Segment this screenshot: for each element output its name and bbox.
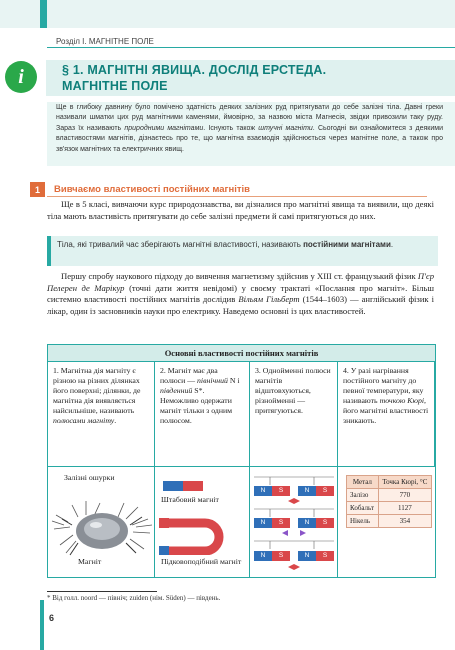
property-1-end: . xyxy=(114,416,117,425)
metal-name: Нікель xyxy=(347,515,379,528)
table-row xyxy=(347,476,432,489)
pole-interaction-illustration xyxy=(250,467,338,577)
property-4-text: 4. У разі нагрівання постійного магніту до певної температури, яку називають xyxy=(343,366,424,405)
bar-north-pole xyxy=(163,481,183,491)
pole-s: S xyxy=(272,486,290,496)
scientist-name-1: П'єр Пелерен де Марікур xyxy=(47,271,434,293)
pole-n: N xyxy=(254,551,272,561)
bar-magnet xyxy=(163,481,203,491)
section-divider xyxy=(47,47,455,48)
metal-name: Кобальт xyxy=(347,502,379,515)
pair1-magnet-left xyxy=(254,486,290,496)
section-heading: Вивчаємо властивості постійних магнітів xyxy=(54,184,250,195)
info-icon: i xyxy=(5,61,37,93)
section-number-badge: 1 xyxy=(30,182,45,197)
property-cell-1 xyxy=(48,362,155,466)
filings-caption: Залізні ошурки xyxy=(64,473,115,482)
table-row xyxy=(347,515,432,528)
footnote-divider xyxy=(47,591,157,592)
magnet-caption: Магніт xyxy=(78,557,102,566)
curie-point-table xyxy=(346,475,432,528)
curie-header-metal: Метал xyxy=(347,476,379,489)
intro-term-artificial: штучні магніти xyxy=(258,124,313,132)
property-2-text: 2. Магніт має два полюси — xyxy=(160,366,218,385)
property-1-text: 1. Магнітна дія магніту є різною на різних ділянках його поверхні; ділянки, де магнітна дія виявляється найсильніше, називають xyxy=(53,366,141,415)
paragraph-1: Ще в 5 класі, вивчаючи курс природознавства, ви дізналися про магнітні явища та виявили, що деякі тіла мають властивість притягувати до себе залізні предмети й самі притягуються до них. xyxy=(47,199,434,221)
property-3-text: 3. Однойменні полюси магнітів відштовхуються, різнойменні — притягуються. xyxy=(255,366,331,415)
horseshoe-caption: Підковоподібний магніт xyxy=(161,557,247,566)
para2-part-b: (точні дати життя невідомі) у своєму трактаті «Послання про магніт». Більш системно властивості постійних магнітів дослідив xyxy=(47,282,434,305)
curie-table-cell xyxy=(338,467,435,577)
pair2-magnet-right xyxy=(298,518,334,528)
property-2-mid: N і xyxy=(227,376,240,385)
intro-term-natural: природними магнітами xyxy=(124,124,204,132)
pair1-magnet-right xyxy=(298,486,334,496)
footnote: * Від голл. noord — північ; zuiden (нім. Süden) — південь. xyxy=(47,594,221,602)
property-2-term-south: південний xyxy=(160,386,193,395)
pole-s: S xyxy=(272,518,290,528)
page-accent-bar xyxy=(40,600,44,650)
table-row xyxy=(347,502,432,515)
table-row xyxy=(347,489,432,502)
intro-part1: Ще в глибоку давнину було помічено здатність деяких залізних руд притягувати до себе залізні тіла. Давні греки називали шматки цих руд магнітними каменями, ймовірно, за назвою міста Магнесія, звідки привозили таку руду. Зараз їх називають xyxy=(56,104,443,132)
pole-n: N xyxy=(298,518,316,528)
property-2-term-north: північний xyxy=(197,376,228,385)
intro-text xyxy=(56,103,443,155)
top-banner xyxy=(0,0,455,28)
scientist-name-2: Вільям Гільберт xyxy=(238,294,300,305)
magnet-types-illustration xyxy=(155,467,250,577)
bar-magnet-caption: Штабовий магніт xyxy=(161,495,219,504)
pole-n: N xyxy=(298,486,316,496)
para2-part-c: (1544–1603) — англійський фізик і лікар, один із засновників науки про електрику. Наведемо основні із цих властивостей. xyxy=(47,294,434,316)
pole-s: S xyxy=(316,551,334,561)
metal-name: Залізо xyxy=(347,489,379,502)
paragraph-2 xyxy=(47,271,434,317)
property-cell-2 xyxy=(155,362,250,466)
properties-table xyxy=(47,344,436,578)
bar-south-pole xyxy=(183,481,203,491)
property-2-end: S*. Неможливо одержати магніт тільки з одним полюсом. xyxy=(160,386,233,425)
pair3-magnet-right xyxy=(298,551,334,561)
property-cell-4 xyxy=(338,362,435,466)
pole-s: S xyxy=(316,518,334,528)
filings-illustration xyxy=(48,467,155,577)
pair3-magnet-left xyxy=(254,551,290,561)
horseshoe-magnet-icon xyxy=(155,515,250,555)
curie-value: 1127 xyxy=(378,502,431,515)
top-accent-bar xyxy=(40,0,47,28)
definition-text xyxy=(57,238,429,251)
curie-value: 770 xyxy=(378,489,431,502)
table-title: Основні властивості постійних магнітів xyxy=(48,345,435,362)
intro-part2: . Існують також xyxy=(203,124,259,132)
page-number: 6 xyxy=(49,613,55,623)
page-title: § 1. МАГНІТНІ ЯВИЩА. ДОСЛІД ЕРСТЕДА. МАГНІТНЕ ПОЛЕ xyxy=(62,63,327,93)
pole-n: N xyxy=(254,518,272,528)
section-heading-underline xyxy=(47,196,427,197)
curie-header-temp: Точка Кюрі, °С xyxy=(378,476,431,489)
pole-s: S xyxy=(272,551,290,561)
pair2-magnet-left xyxy=(254,518,290,528)
para2-part-a: Першу спробу наукового підходу до вивчення магнетизму здійснив у XIII ст. французький фізик xyxy=(61,271,418,281)
magnet-filings-image xyxy=(48,467,155,577)
intro-part3: . Сьогодні ви ознайомитеся з деякими властивостями магнітів, дізнаєтесь про те, що магнітна взаємодія здійснюється через магнітне поле, а також про зв'язок магнітних та електричних явищ. xyxy=(56,124,443,153)
definition-part: Тіла, які тривалий час зберігають магнітні властивості, називають xyxy=(57,240,304,249)
property-4-term: точкою Кюрі xyxy=(379,396,425,405)
pole-n: N xyxy=(298,551,316,561)
property-1-term: полюсами магніту xyxy=(53,416,115,425)
curie-value: 354 xyxy=(378,515,431,528)
definition-term: постійними магнітами xyxy=(303,240,391,249)
property-cell-3 xyxy=(250,362,338,466)
section-label: Розділ I. МАГНІТНЕ ПОЛЕ xyxy=(56,37,154,46)
pole-n: N xyxy=(254,486,272,496)
pole-s: S xyxy=(316,486,334,496)
property-4-end: , його магнітні властивості зникають. xyxy=(343,396,429,425)
definition-end: . xyxy=(390,240,394,249)
